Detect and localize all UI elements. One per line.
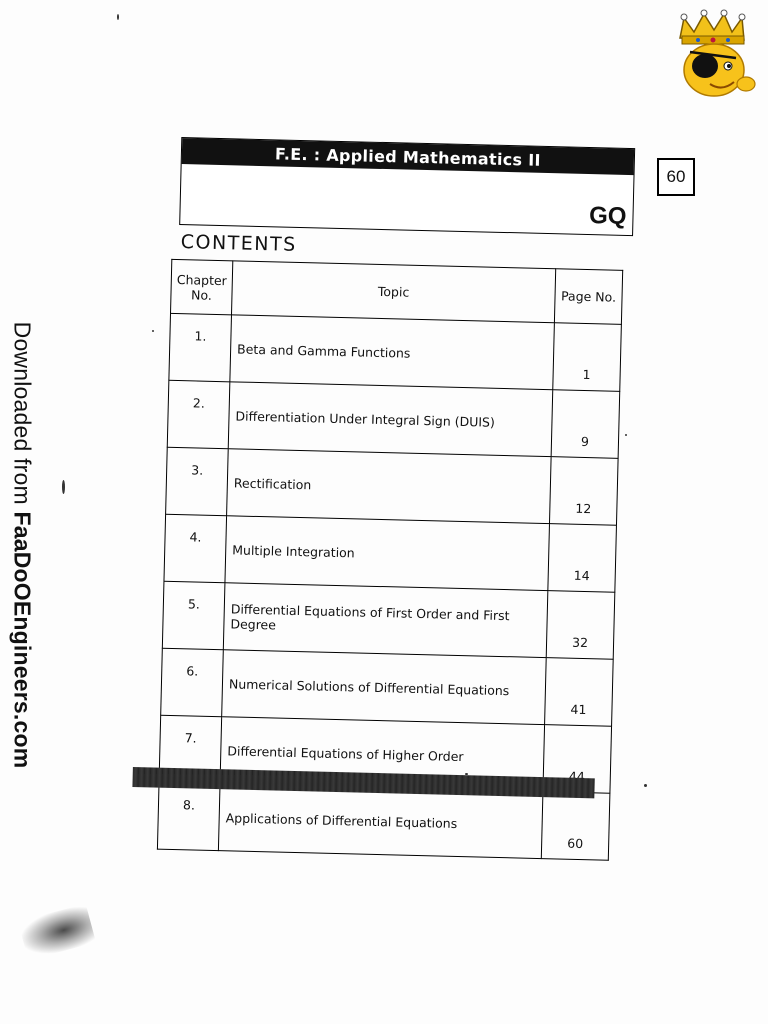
watermark-prefix: Downloaded from <box>9 321 36 512</box>
chapter-number: 1. <box>169 313 232 381</box>
contents-heading: CONTENTS <box>180 231 297 256</box>
chapter-topic: Multiple Integration <box>225 516 550 591</box>
header-box <box>179 137 635 236</box>
chapter-topic: Beta and Gamma Functions <box>230 315 555 390</box>
scan-speck <box>62 480 65 494</box>
chapter-topic: Differentiation Under Integral Sign (DUIS) <box>228 382 553 457</box>
table-row <box>166 447 619 525</box>
header-page: Page No. <box>554 269 622 325</box>
contents-document <box>132 134 628 852</box>
header-topic: Topic <box>231 261 555 323</box>
chapter-number: 2. <box>167 380 230 448</box>
chapter-topic: Applications of Differential Equations <box>218 784 543 859</box>
chapter-page: 60 <box>541 792 610 861</box>
scan-smudge <box>18 904 96 961</box>
header-chapter-line1: Chapter <box>176 271 228 288</box>
book-title: F.E. : Applied Mathematics II <box>274 143 541 170</box>
chapter-topic: Differential Equations of First Order and First Degree <box>223 583 548 658</box>
chapter-page: 12 <box>549 457 618 526</box>
page-number: 60 <box>666 167 686 186</box>
table-row <box>169 313 622 391</box>
chapter-topic: Differential Equations of Higher Order <box>220 717 545 792</box>
header-bar <box>182 138 635 175</box>
scan-speck <box>644 784 647 787</box>
header-chapter-line2: No. <box>190 286 213 303</box>
scan-speck <box>152 330 154 332</box>
chapter-topic: Numerical Solutions of Differential Equations <box>222 650 547 725</box>
scan-speck <box>117 14 119 20</box>
chapter-page: 9 <box>551 390 620 459</box>
table-row <box>167 380 620 458</box>
series-code: GQ <box>588 202 627 230</box>
download-watermark <box>9 322 36 769</box>
crowned-mascot-icon <box>670 8 762 100</box>
chapter-number: 7. <box>159 715 222 783</box>
chapter-topic: Rectification <box>227 449 552 524</box>
chapter-page: 1 <box>553 323 622 392</box>
chapter-page: 41 <box>545 658 614 727</box>
table-row <box>161 648 614 726</box>
table-row <box>162 581 615 659</box>
chapter-number: 6. <box>161 648 224 716</box>
chapter-number: 5. <box>162 581 225 649</box>
chapter-number: 3. <box>166 447 229 515</box>
chapter-number: 8. <box>157 782 220 850</box>
chapter-page: 32 <box>546 591 615 660</box>
chapter-page: 44 <box>543 725 612 794</box>
scan-speck <box>625 434 627 436</box>
scan-speck <box>465 773 468 775</box>
chapter-number: 4. <box>164 514 227 582</box>
page-number-box <box>657 158 695 196</box>
table-row <box>164 514 617 592</box>
watermark-site: FaaDoOEngineers.com <box>9 511 36 769</box>
header-chapter <box>171 259 233 314</box>
chapter-page: 14 <box>548 524 617 593</box>
